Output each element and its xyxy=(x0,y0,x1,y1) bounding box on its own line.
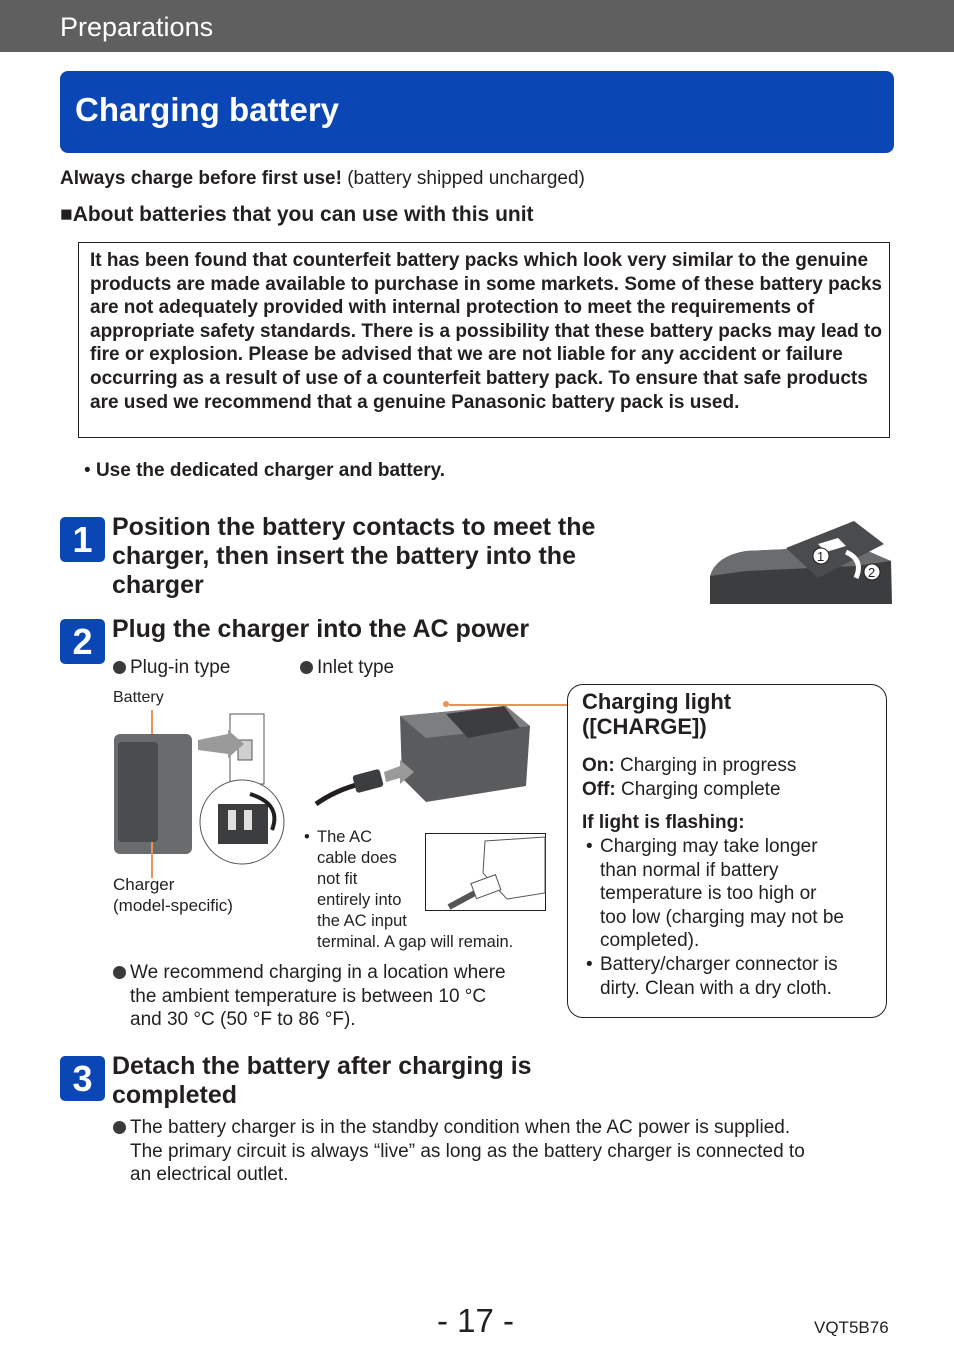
intro-normal: (battery shipped uncharged) xyxy=(341,168,585,189)
ac-cable-shape xyxy=(316,784,360,804)
temperature-note xyxy=(113,961,506,1032)
flash-item-line: Battery/charger connector is xyxy=(600,953,838,975)
circle-bullet-icon xyxy=(113,661,126,674)
counterfeit-warning-text: It has been found that counterfeit battery packs which look very similar to the genuine products are made available to purchase in some markets. Some of these battery packs are not adequately provided with internal protection to meet the requirements of appropriate safety standards. There is a possibility that these battery packs may lead to fire or explosion. Please be advised that we are not liable for any accident or failure occurring as a result of use of a counterfeit battery pack. To ensure that safe products are used we recommend that a genuine Panasonic battery pack is used. xyxy=(90,250,882,413)
flash-item-line: Charging may take longer xyxy=(600,836,818,857)
inlet-type-text: Inlet type xyxy=(317,657,395,678)
step-3-heading xyxy=(112,1052,532,1110)
document-code: VQT5B76 xyxy=(814,1318,889,1337)
step-3-heading-line: completed xyxy=(112,1081,238,1109)
charging-light-title xyxy=(582,689,731,739)
section-header-bar xyxy=(0,0,954,52)
bullet-icon: • xyxy=(84,460,91,481)
temperature-note-line: We recommend charging in a location where xyxy=(130,962,506,983)
flash-item-line: too low (charging may not be xyxy=(600,906,844,928)
off-text: Charging complete xyxy=(621,779,781,800)
plug-in-charger-illustration xyxy=(110,712,290,872)
charging-light-title-line: Charging light xyxy=(582,689,732,714)
battery-shape xyxy=(118,742,158,842)
circle-bullet-icon xyxy=(113,966,126,979)
charging-light-title-line: ([CHARGE]) xyxy=(582,714,707,739)
flashing-heading: If light is flashing: xyxy=(582,812,745,833)
about-heading-text: About batteries that you can use with this unit xyxy=(72,203,534,226)
circle-bullet-icon xyxy=(300,661,313,674)
ac-note-line: the AC input xyxy=(317,912,407,930)
step-1-badge: 1 xyxy=(60,517,105,562)
inlet-type-label xyxy=(300,657,394,679)
charger-label-line: (model-specific) xyxy=(113,896,233,915)
battery-insert-illustration xyxy=(706,516,896,606)
charge-light-leader-line xyxy=(449,704,568,706)
ac-note-line: entirely into xyxy=(317,891,402,909)
charger-leader-line xyxy=(151,842,153,878)
ac-note-line: terminal. A gap will remain. xyxy=(317,933,514,951)
step-3-badge: 3 xyxy=(60,1056,105,1101)
flash-item-line: than normal if battery xyxy=(600,859,779,881)
intro-bold: Always charge before first use! xyxy=(60,168,342,189)
step-1-heading-line: charger, then insert the battery into the xyxy=(112,542,576,570)
step-1-heading-line: Position the battery contacts to meet the xyxy=(112,513,596,541)
bullet-icon: • xyxy=(304,828,310,846)
marker-1-label: 1 xyxy=(817,549,825,564)
inlet-charger-illustration xyxy=(296,686,536,826)
off-label: Off: xyxy=(582,779,616,800)
on-label: On: xyxy=(582,755,615,776)
ac-gap-detail-illustration xyxy=(425,833,547,911)
section-label: Preparations xyxy=(60,12,214,42)
counterfeit-warning-box xyxy=(78,242,890,438)
page-title-bar xyxy=(60,71,894,153)
square-bullet-icon: ■ xyxy=(60,203,73,226)
page-number: - 17 - xyxy=(437,1302,515,1339)
flash-item-line: dirty. Clean with a dry cloth. xyxy=(600,977,832,999)
temperature-note-line: and 30 °C (50 °F to 86 °F). xyxy=(130,1009,356,1030)
ac-note-line: The AC xyxy=(317,828,373,846)
page-title: Charging battery xyxy=(75,91,340,128)
flash-item-line: temperature is too high or xyxy=(600,883,817,905)
battery-label: Battery xyxy=(113,689,164,706)
bullet-icon: • xyxy=(586,836,593,857)
charger-label-line: Charger xyxy=(113,875,175,894)
step-2-heading: Plug the charger into the AC power xyxy=(112,615,530,643)
plug-in-type-text: Plug-in type xyxy=(130,657,231,678)
step-1-heading-line: charger xyxy=(112,571,204,599)
step-1-heading xyxy=(112,513,595,600)
standby-note xyxy=(113,1116,805,1187)
flash-item xyxy=(586,835,844,953)
temperature-note-line: the ambient temperature is between 10 °C xyxy=(130,985,487,1007)
step-3-heading-line: Detach the battery after charging is xyxy=(112,1052,532,1080)
ac-note-line: cable does xyxy=(317,849,397,867)
bullet-icon: • xyxy=(586,953,593,975)
charger-label xyxy=(113,874,233,916)
ac-note-line: not fit xyxy=(317,870,358,888)
intro-line xyxy=(60,168,585,190)
flash-item-line: completed). xyxy=(600,930,700,952)
step-2-badge: 2 xyxy=(60,619,105,664)
circle-bullet-icon xyxy=(113,1121,126,1134)
charging-light-box xyxy=(567,684,887,1018)
charge-status-list xyxy=(582,754,796,802)
standby-note-line: The primary circuit is always “live” as long as the battery charger is connected to xyxy=(130,1140,805,1162)
about-heading xyxy=(60,203,534,227)
plug-in-type-label xyxy=(113,657,230,679)
on-text: Charging in progress xyxy=(620,755,797,776)
standby-note-line: an electrical outlet. xyxy=(130,1164,289,1185)
standby-note-line: The battery charger is in the standby condition when the AC power is supplied. xyxy=(130,1117,791,1138)
marker-2-label: 2 xyxy=(868,565,876,580)
flash-item xyxy=(586,953,844,1000)
flashing-reasons xyxy=(586,835,844,1000)
dedicated-note-text: Use the dedicated charger and battery. xyxy=(95,460,446,481)
dedicated-note xyxy=(84,460,445,482)
